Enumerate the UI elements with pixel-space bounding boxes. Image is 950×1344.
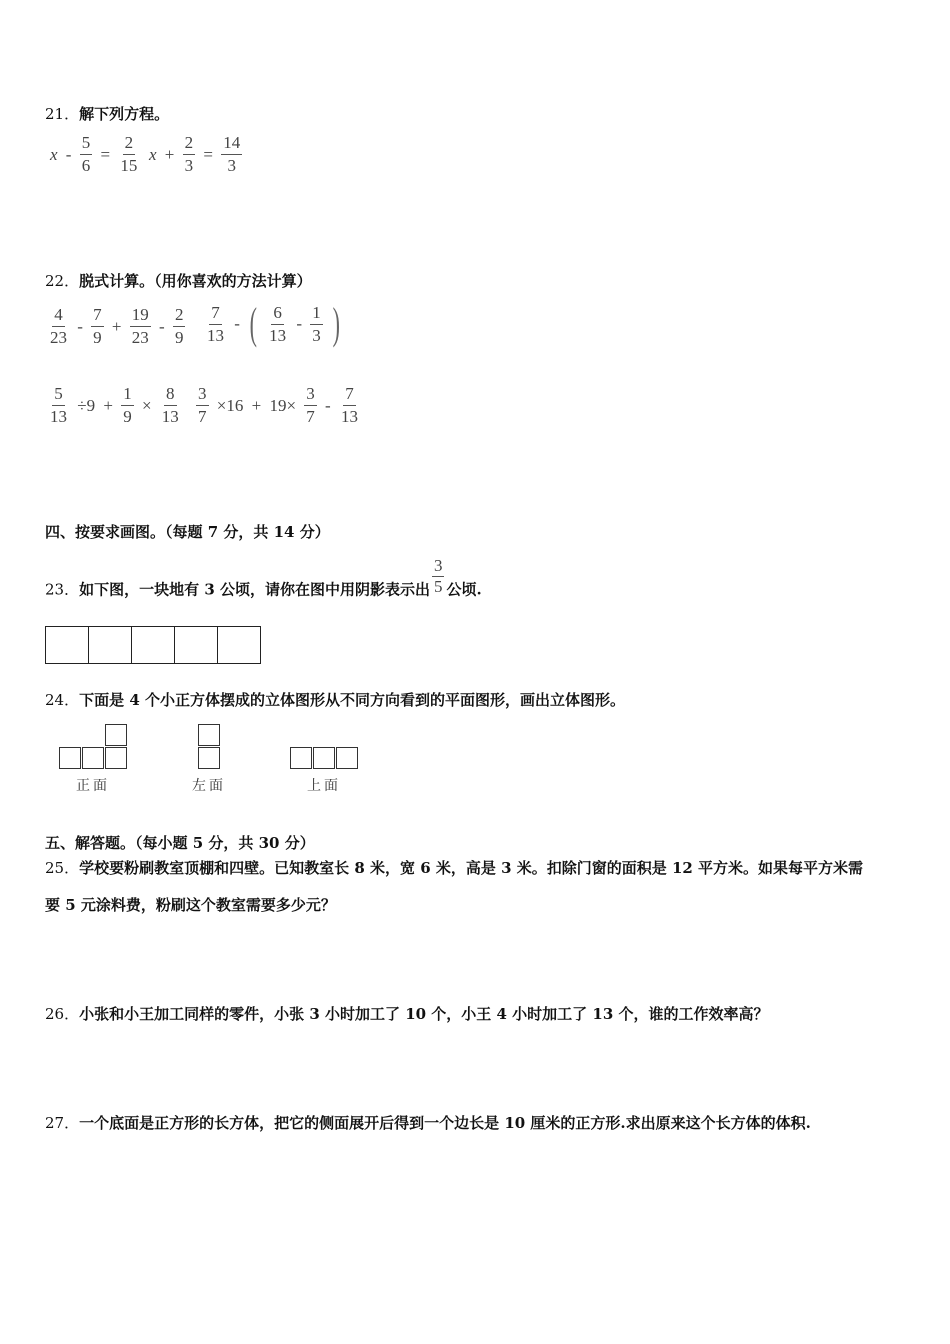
- question-number: 26．: [45, 1005, 80, 1023]
- grid-cell[interactable]: [45, 626, 89, 664]
- question-text: 脱式计算。（用你喜欢的方法计算）: [79, 272, 312, 290]
- grid-cell[interactable]: [88, 626, 132, 664]
- question-21: [45, 103, 169, 124]
- question-number: 27．: [45, 1114, 80, 1132]
- question-25-line-2: 要 5 元涂料费，粉刷这个教室需要多少元？: [45, 896, 336, 914]
- expression-22-4: $\frac{3}{7}$ ×16 + 19× $\frac{3}{7}$ - $\frac{7}{13}$: [198, 384, 358, 426]
- equation-21-1: x - $\frac{5}{6}$ = $\frac{2}{15}$: [50, 133, 138, 175]
- question-number: 22．: [45, 272, 80, 290]
- question-number: 21．: [45, 105, 80, 123]
- question-26: [45, 1003, 769, 1024]
- section-5-title: 五、解答题。（每小题 5 分，共 30 分）: [45, 834, 315, 852]
- question-text: 下面是 4 个小正方体摆成的立体图形从不同方向看到的平面图形，画出立体图形。: [79, 691, 625, 709]
- top-view-label: 上面: [307, 778, 341, 794]
- question-27: [45, 1112, 811, 1133]
- grid-cell[interactable]: [217, 626, 261, 664]
- question-number: 25．: [45, 859, 80, 877]
- question-22: [45, 270, 312, 291]
- fraction: $\frac{14}{3}$: [223, 133, 241, 175]
- grid-cell[interactable]: [174, 626, 218, 664]
- land-grid[interactable]: [46, 626, 261, 664]
- expression-22-3: $\frac{5}{13}$ ÷9 + $\frac{1}{9}$ × $\frac{8}{13}$: [50, 384, 179, 426]
- fraction: $\frac{2}{15}$: [120, 133, 138, 175]
- fraction: $\frac{2}{3}$: [184, 133, 194, 175]
- question-text: 解下列方程。: [79, 105, 170, 123]
- expression-22-1: $\frac{4}{23}$ - $\frac{7}{9}$ + $\frac{19}{23}$ - $\frac{2}{9}$: [50, 305, 184, 347]
- section-4-title: 四、按要求画图。（每题 7 分，共 14 分）: [45, 523, 330, 541]
- question-25-line-1: 25．学校要粉刷教室顶棚和四壁。已知教室长 8 米，宽 6 米，高是 3 米。扣除门窗的面积是 12 平方米。如果每平方米需: [45, 859, 864, 877]
- left-view-label: 左面: [192, 778, 226, 794]
- grid-cell[interactable]: [131, 626, 175, 664]
- fraction: $\frac{3}{5}$: [433, 556, 443, 596]
- question-24: [45, 689, 625, 710]
- question-23: 23．如下图，一块地有 3 公顷，请你在图中用阴影表示出 $\frac{3}{5}$ 公顷.: [45, 556, 482, 599]
- question-text: 小张和小王加工同样的零件，小张 3 小时加工了 10 个，小王 4 小时加工了 13 个，谁的工作效率高？: [79, 1005, 769, 1023]
- question-text: 一个底面是正方形的长方体，把它的侧面展开后得到一个边长是 10 厘米的正方形.求出原来这个长方体的体积.: [79, 1114, 811, 1132]
- question-number: 23．: [45, 580, 80, 599]
- expression-22-2: $\frac{7}{13}$ - ( $\frac{6}{13}$ - $\frac{1}{3}$ ): [207, 299, 340, 348]
- question-number: 24．: [45, 691, 80, 709]
- equation-21-2: x + $\frac{2}{3}$ = $\frac{14}{3}$: [149, 133, 241, 175]
- front-view-label: 正面: [76, 778, 110, 794]
- fraction: $\frac{5}{6}$: [81, 133, 91, 175]
